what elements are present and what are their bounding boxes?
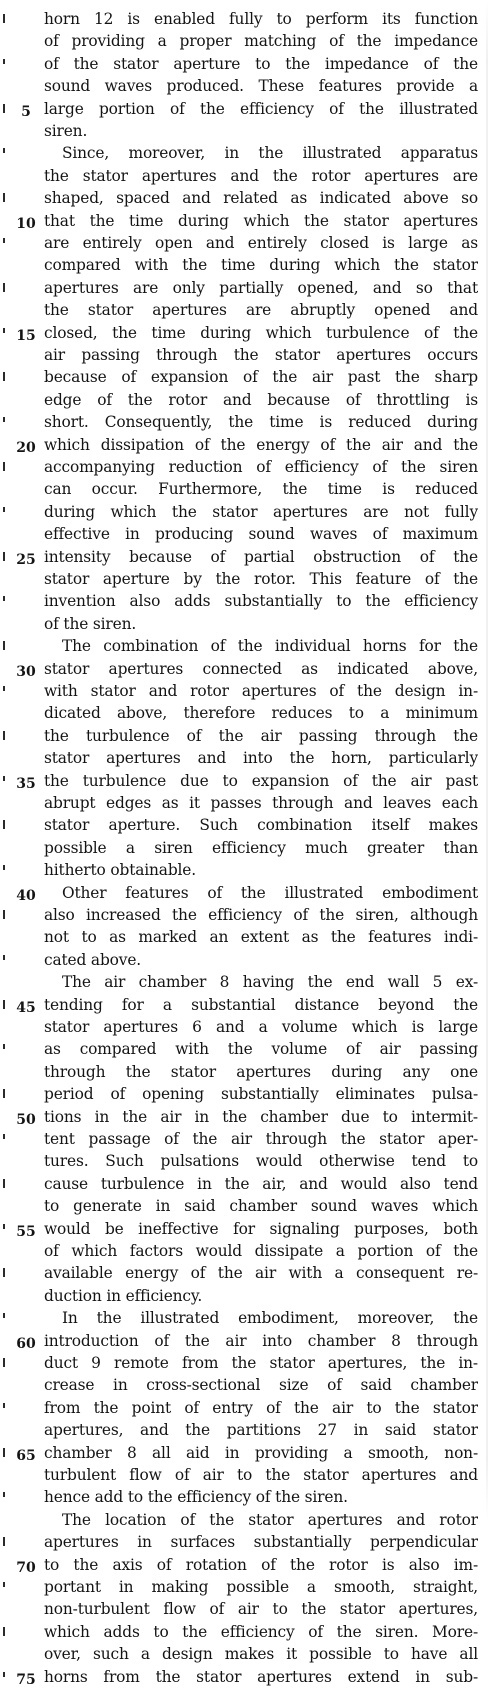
text-line: The combination of the individual horns for the xyxy=(62,637,478,656)
text-line: tent passage of the air through the stator aper- xyxy=(44,1130,478,1148)
gutter-mark xyxy=(3,1224,5,1229)
gutter-mark xyxy=(3,910,5,919)
gutter-mark xyxy=(3,776,5,781)
text-line: stator apertures 6 and a volume which is large xyxy=(44,1018,478,1036)
text-line: duction in efficiency. xyxy=(44,1286,203,1305)
text-line: through the stator apertures during any one xyxy=(44,1062,478,1081)
text-line: edge of the rotor and because of throttling is xyxy=(44,390,478,409)
text-line: Since, moreover, in the illustrated apparatus xyxy=(62,144,478,163)
text-line: effective in producing sound waves of maximum xyxy=(44,525,478,544)
text-line: short. Consequently, the time is reduced during xyxy=(44,413,478,432)
gutter-mark xyxy=(3,238,5,243)
gutter-mark xyxy=(3,1179,5,1188)
gutter-mark xyxy=(3,193,5,202)
gutter-mark xyxy=(3,865,5,870)
gutter-mark xyxy=(3,148,5,153)
gutter-mark xyxy=(3,462,5,471)
text-line: duct 9 remote from the stator apertures, the in- xyxy=(44,1354,478,1372)
text-line: invention also adds substantially to the efficiency xyxy=(44,592,478,611)
text-line: introduction of the air into chamber 8 through xyxy=(44,1331,478,1350)
text-line: stator aperture by the rotor. This feature of the xyxy=(44,570,478,588)
gutter-mark xyxy=(3,641,5,650)
gutter-mark xyxy=(3,59,5,64)
text-line: to generate in said chamber sound waves which xyxy=(44,1197,478,1216)
text-line: dicated above, therefore reduces to a minimum xyxy=(44,704,478,723)
text-line: that the time during which the stator apertures xyxy=(44,211,478,230)
text-line: stator apertures connected as indicated above, xyxy=(44,659,478,678)
text-line: of the stator aperture to the impedance of the xyxy=(44,54,478,73)
left-margin-gutter xyxy=(0,0,12,1522)
text-line: accompanying reduction of efficiency of the siren xyxy=(44,458,478,476)
text-line: abrupt edges as it passes through and leaves each xyxy=(44,794,478,812)
text-line: apertures are only partially opened, and so that xyxy=(44,278,478,297)
text-line: crease in cross-sectional size of said chamber xyxy=(44,1376,478,1395)
text-line: shaped, spaced and related as indicated above so xyxy=(44,189,478,208)
text-line: non-turbulent flow of air to the stator apertures, xyxy=(44,1600,478,1619)
text-line: to the axis of rotation of the rotor is also im- xyxy=(44,1555,478,1574)
line-number: 5 xyxy=(21,103,31,120)
text-line: In the illustrated embodiment, moreover, the xyxy=(62,1309,478,1328)
line-number: 25 xyxy=(16,551,36,568)
line-number: 70 xyxy=(16,1559,36,1576)
gutter-mark xyxy=(3,328,5,333)
gutter-mark xyxy=(3,283,5,292)
line-number: 10 xyxy=(16,215,36,232)
text-line: not to as marked an extent as the features indi- xyxy=(44,928,478,947)
gutter-mark xyxy=(3,104,5,113)
line-number: 60 xyxy=(16,1335,36,1352)
text-line: intensity because of partial obstruction of the xyxy=(44,547,478,566)
text-line: stator aperture. Such combination itself makes xyxy=(44,816,478,835)
text-line: of which factors would dissipate a portion of the xyxy=(44,1242,478,1260)
text-line: turbulent flow of air to the stator apertures and xyxy=(44,1466,478,1484)
gutter-mark xyxy=(3,14,5,23)
text-line: from the point of entry of the air to the stator xyxy=(44,1398,478,1417)
text-line: the turbulence of the air passing through the xyxy=(44,726,478,745)
text-line: The air chamber 8 having the end wall 5 ex- xyxy=(62,973,478,992)
line-number: 45 xyxy=(16,999,36,1016)
gutter-mark xyxy=(3,1089,5,1098)
gutter-mark xyxy=(3,1000,5,1009)
line-number: 30 xyxy=(16,663,36,680)
gutter-mark xyxy=(3,820,5,829)
gutter-mark xyxy=(3,1403,5,1408)
text-line: hence add to the efficiency of the siren. xyxy=(44,1488,348,1507)
text-line: because of expansion of the air past the sharp xyxy=(44,368,478,387)
text-line: hitherto obtainable. xyxy=(44,861,197,880)
gutter-mark xyxy=(3,1358,5,1367)
text-line: cause turbulence in the air, and would also tend xyxy=(44,1174,478,1193)
text-line: which adds to the efficiency of the siren. More- xyxy=(44,1622,478,1641)
text-line: period of opening substantially eliminates pulsa- xyxy=(44,1085,478,1104)
text-line: chamber 8 all aid in providing a smooth, non- xyxy=(44,1443,478,1462)
text-line: are entirely open and entirely closed is large as xyxy=(44,234,478,252)
gutter-mark xyxy=(3,1537,5,1546)
gutter-mark xyxy=(3,1492,5,1497)
text-line: portant in making possible a smooth, straight, xyxy=(44,1578,478,1596)
gutter-mark xyxy=(3,1627,5,1636)
gutter-mark xyxy=(3,1044,5,1049)
text-line: apertures in surfaces substantially perpendicular xyxy=(44,1533,478,1552)
gutter-mark xyxy=(3,1268,5,1277)
text-line: the stator apertures are abruptly opened and xyxy=(44,301,478,320)
text-line: also increased the efficiency of the siren, although xyxy=(44,906,478,924)
line-number: 55 xyxy=(16,1223,36,1240)
text-line: cated above. xyxy=(44,950,142,969)
line-number: 15 xyxy=(16,327,36,344)
text-line: over, such a design makes it possible to have all xyxy=(44,1645,478,1664)
text-line: possible a siren efficiency much greater than xyxy=(44,838,478,857)
text-line: during which the stator apertures are not fully xyxy=(44,502,478,521)
text-line: apertures, and the partitions 27 in said stator xyxy=(44,1421,478,1440)
gutter-mark xyxy=(3,417,5,422)
text-line: tending for a substantial distance beyond the xyxy=(44,995,478,1014)
text-line: The location of the stator apertures and rotor xyxy=(62,1510,478,1529)
gutter-mark xyxy=(3,955,5,960)
text-line: tures. Such pulsations would otherwise tend to xyxy=(44,1152,478,1171)
text-line: with stator and rotor apertures of the design in- xyxy=(44,682,478,700)
text-line: large portion of the efficiency of the illustrated xyxy=(44,99,478,118)
text-line: of providing a proper matching of the impedance xyxy=(44,32,478,51)
text-line: air passing through the stator apertures occurs xyxy=(44,346,478,364)
text-line: of the siren. xyxy=(44,614,137,633)
line-number: 50 xyxy=(16,1111,36,1128)
text-line: sound waves produced. These features provide a xyxy=(44,77,478,96)
text-line: closed, the time during which turbulence of the xyxy=(44,323,478,342)
gutter-mark xyxy=(3,552,5,561)
gutter-mark xyxy=(3,372,5,381)
gutter-mark xyxy=(3,596,5,601)
gutter-mark xyxy=(3,1313,5,1318)
line-number: 35 xyxy=(16,775,36,792)
line-number: 40 xyxy=(16,887,36,904)
text-line: tions in the air in the chamber due to intermit- xyxy=(44,1107,478,1126)
text-line: would be ineffective for signaling purposes, both xyxy=(44,1219,478,1238)
gutter-mark xyxy=(3,731,5,740)
text-line: available energy of the air with a consequent re- xyxy=(44,1264,478,1283)
text-line: the turbulence due to expansion of the air past xyxy=(44,771,478,790)
text-line: as compared with the volume of air passing xyxy=(44,1040,478,1059)
line-number: 65 xyxy=(16,1447,36,1464)
line-number: 20 xyxy=(16,439,36,456)
gutter-mark xyxy=(3,1134,5,1139)
text-line: siren. xyxy=(44,122,88,140)
text-line: the stator apertures and the rotor apertures are xyxy=(44,166,478,185)
text-line: can occur. Furthermore, the time is reduced xyxy=(44,480,478,499)
text-line: Other features of the illustrated embodiment xyxy=(62,883,478,902)
line-number: 75 xyxy=(16,1671,36,1688)
text-line: compared with the time during which the stator xyxy=(44,256,478,275)
gutter-mark xyxy=(3,507,5,512)
text-line: horns from the stator apertures extend in sub- xyxy=(44,1667,478,1686)
text-line: stator apertures and into the horn, particularly xyxy=(44,749,478,768)
text-line: horn 12 is enabled fully to perform its function xyxy=(44,10,478,28)
scan-shadow xyxy=(486,0,488,1522)
gutter-mark xyxy=(3,1582,5,1587)
gutter-mark xyxy=(3,1448,5,1457)
gutter-mark xyxy=(3,1672,5,1677)
text-line: which dissipation of the energy of the air and the xyxy=(44,435,478,454)
gutter-mark xyxy=(3,686,5,691)
